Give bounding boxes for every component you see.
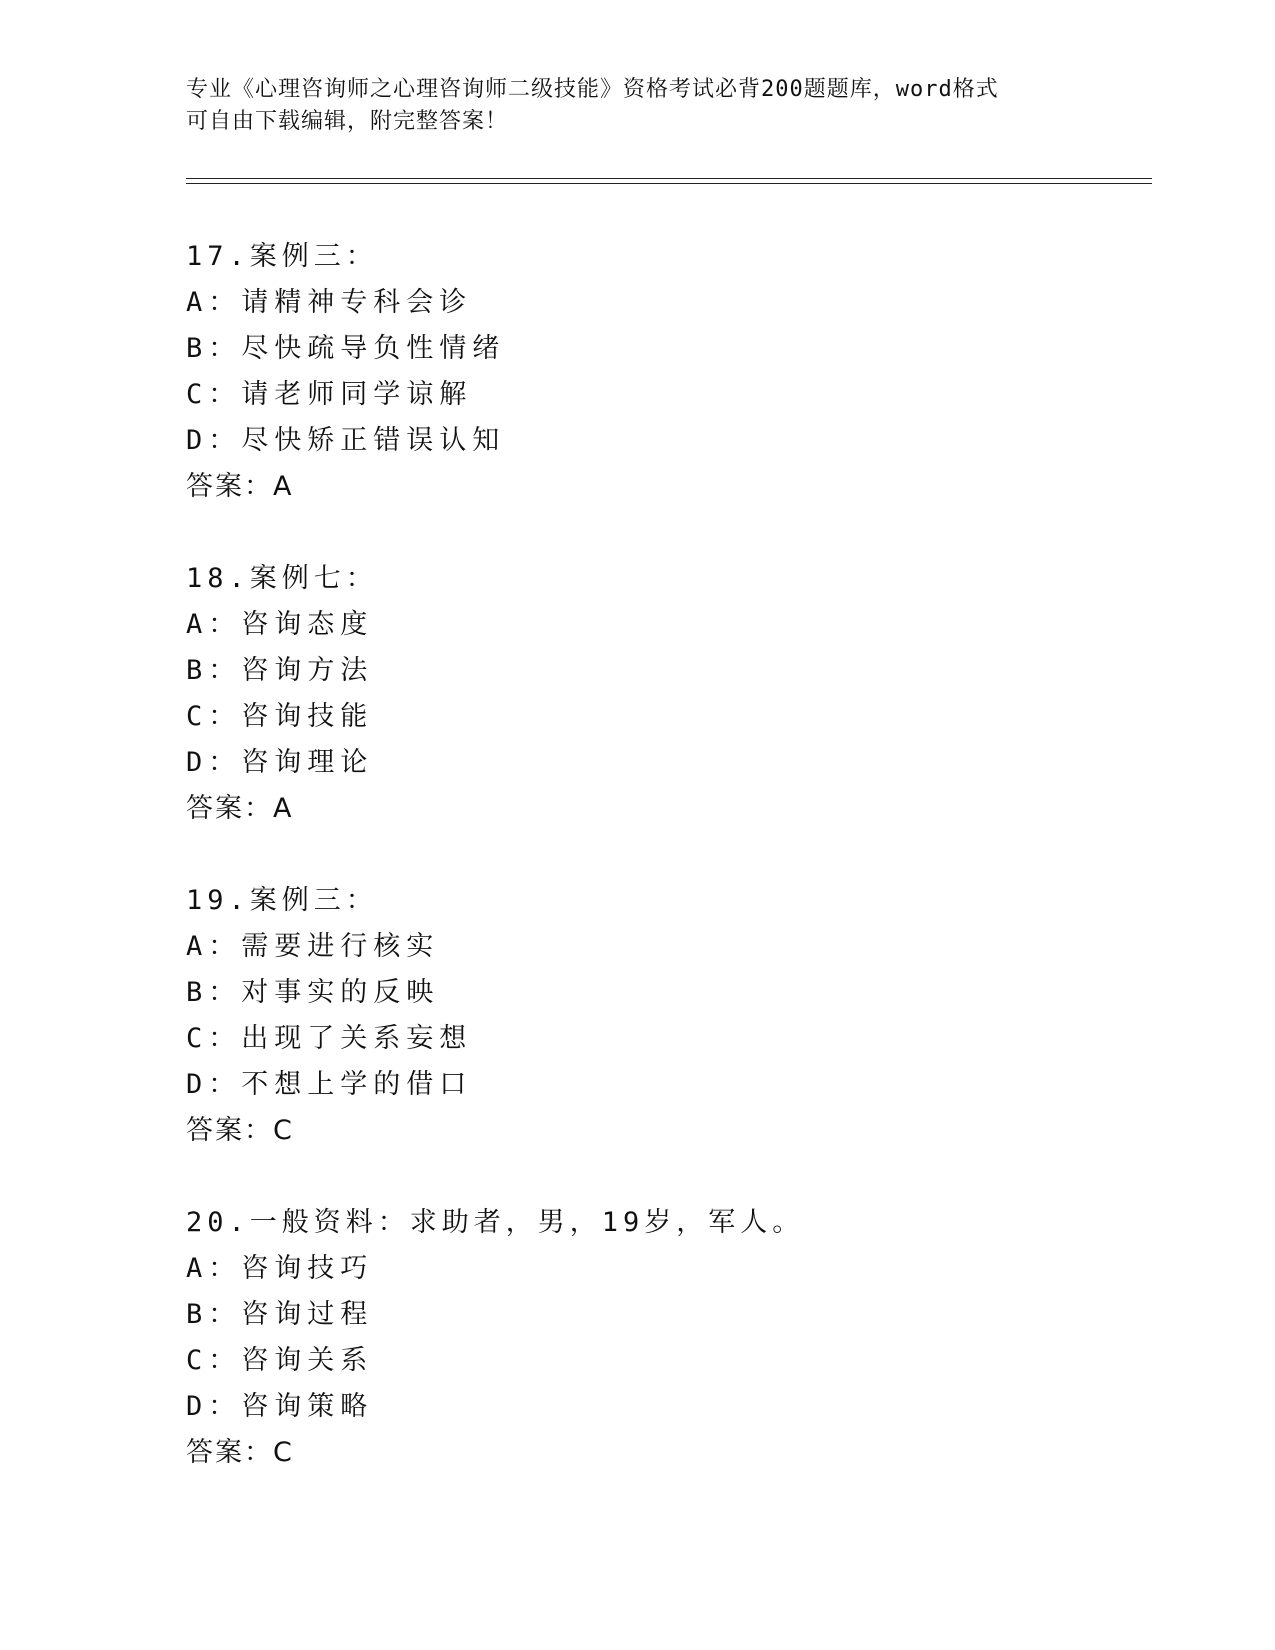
answer: 答案：C bbox=[186, 1115, 294, 1146]
question-19 bbox=[186, 878, 1086, 1154]
question-20 bbox=[186, 1200, 1086, 1476]
option-c: C：请老师同学谅解 bbox=[186, 379, 473, 410]
option-b: B：咨询方法 bbox=[186, 655, 374, 686]
option-d: D：尽快矫正错误认知 bbox=[186, 425, 506, 456]
option-c: C：咨询技能 bbox=[186, 701, 374, 732]
document-header bbox=[186, 74, 1086, 138]
answer: 答案：C bbox=[186, 1437, 294, 1468]
question-17 bbox=[186, 234, 1086, 510]
option-c: C：咨询关系 bbox=[186, 1345, 374, 1376]
option-b: B：咨询过程 bbox=[186, 1299, 374, 1330]
option-b: B：对事实的反映 bbox=[186, 977, 440, 1008]
header-divider-top bbox=[186, 178, 1152, 179]
option-d: D：咨询理论 bbox=[186, 747, 374, 778]
option-d: D：不想上学的借口 bbox=[186, 1069, 473, 1100]
answer: 答案：A bbox=[186, 793, 294, 824]
option-a: A：需要进行核实 bbox=[186, 931, 440, 962]
option-a: A：咨询技巧 bbox=[186, 1253, 374, 1284]
option-c: C：出现了关系妄想 bbox=[186, 1023, 473, 1054]
option-a: A：请精神专科会诊 bbox=[186, 287, 473, 318]
answer: 答案：A bbox=[186, 471, 294, 502]
question-stem: 18.案例七： bbox=[186, 563, 378, 594]
header-line-1: 专业《心理咨询师之心理咨询师二级技能》资格考试必背200题题库，word格式 bbox=[186, 77, 999, 102]
header-divider-bottom bbox=[186, 183, 1152, 184]
question-stem: 19.案例三： bbox=[186, 885, 378, 916]
option-d: D：咨询策略 bbox=[186, 1391, 374, 1422]
header-line-2: 可自由下载编辑，附完整答案！ bbox=[186, 109, 509, 134]
option-a: A：咨询态度 bbox=[186, 609, 374, 640]
question-18 bbox=[186, 556, 1086, 832]
option-b: B：尽快疏导负性情绪 bbox=[186, 333, 506, 364]
question-stem: 17.案例三： bbox=[186, 241, 378, 272]
question-stem: 20.一般资料：求助者，男，19岁，军人。 bbox=[186, 1207, 805, 1238]
